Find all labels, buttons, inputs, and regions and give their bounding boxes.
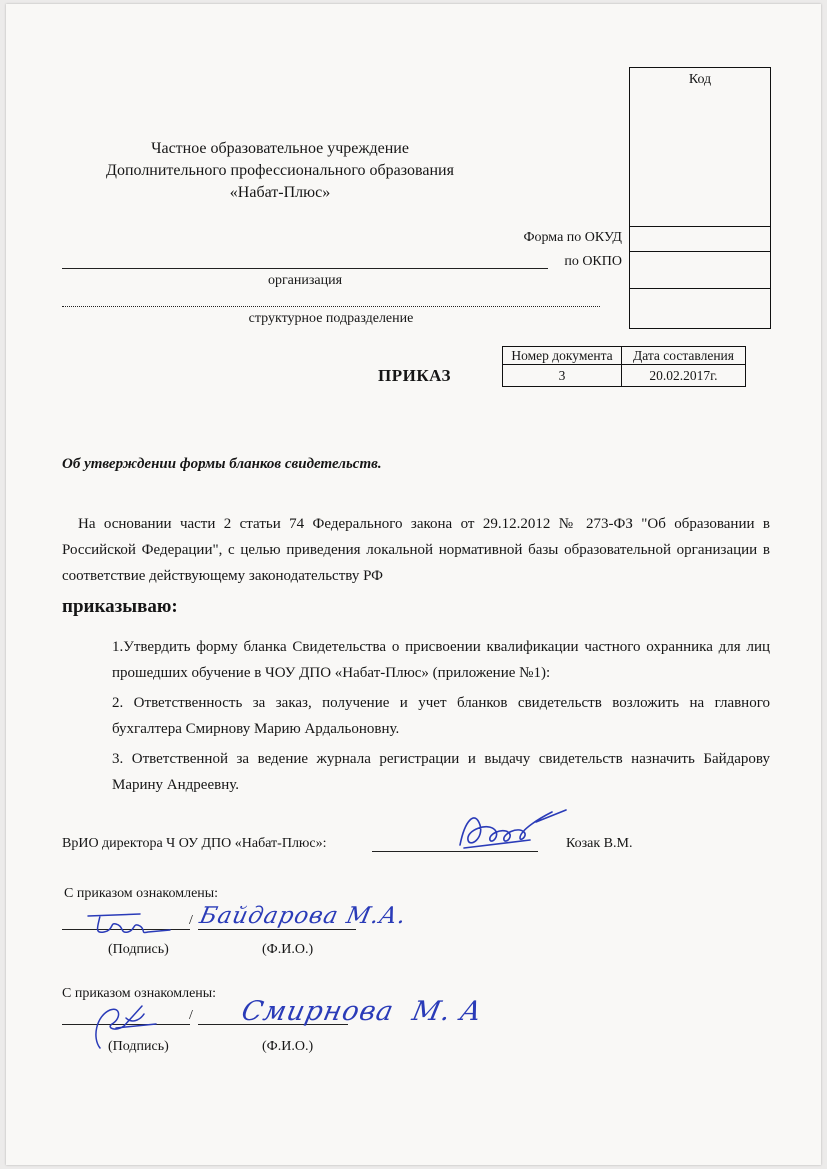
department-caption: структурное подразделение [248, 311, 414, 326]
doc-number-header: Номер документа [503, 347, 622, 365]
doc-date-value: 20.02.2017г. [622, 365, 746, 387]
acquaint1-name-line [198, 929, 356, 930]
code-box-divider [630, 288, 770, 289]
acquaint2-signature [86, 998, 196, 1058]
doc-date-header: Дата составления [622, 347, 746, 365]
department-line [62, 306, 600, 307]
acquaint1-sign-caption: (Подпись) [108, 942, 169, 957]
director-signature [440, 800, 570, 860]
acquaint2-fio-caption: (Ф.И.О.) [262, 1039, 314, 1054]
code-box-divider [630, 226, 770, 227]
organization-line [62, 268, 548, 269]
acquaint2-sign-caption: (Подпись) [108, 1039, 169, 1054]
acquaint1-fio-caption: (Ф.И.О.) [262, 942, 314, 957]
acquaint1-signature [80, 902, 190, 942]
code-box-divider [630, 251, 770, 252]
org-name-block [60, 138, 500, 204]
organization-caption: организация [267, 273, 343, 288]
document-title: ПРИКАЗ [378, 366, 451, 385]
org-line-2: Дополнительного профессионального образования [106, 162, 454, 179]
acquaint2-separator: / [189, 1008, 193, 1023]
director-name: Козак В.М. [566, 836, 633, 851]
acquaint1-separator: / [189, 913, 193, 928]
code-box [629, 67, 771, 329]
document-subject: Об утверждении формы бланков свидетельств. [62, 456, 382, 472]
order-item-1: 1.Утвердить форму бланка Свидетельства о присвоении квалификации частного охранника для лиц прошедших обучение в ЧОУ ДПО «Набат-Плюс» (приложение №1): [112, 639, 770, 681]
acquaint1-handwritten-name: Байдарова М.А. [197, 903, 410, 929]
order-word: приказываю: [62, 596, 178, 617]
order-item-3: 3. Ответственной за ведение журнала регистрации и выдачу свидетельств назначить Байдарову Марину Андреевну. [112, 751, 770, 793]
org-line-3: «Набат-Плюс» [229, 184, 331, 201]
okud-label: Форма по ОКУД [523, 230, 622, 245]
doc-number-value: 3 [503, 365, 622, 387]
document-number-table [502, 346, 746, 387]
order-item-2: 2. Ответственность за заказ, получение и учет бланков свидетельств возложить на главного бухгалтера Смирнову Марию Ардальоновну. [112, 695, 770, 737]
acquaint-label-2: С приказом ознакомлены: [62, 986, 217, 1001]
code-label: Код [688, 72, 712, 87]
acquaint-label-1: С приказом ознакомлены: [64, 886, 219, 901]
preamble-paragraph: На основании части 2 статьи 74 Федерального закона от 29.12.2012 № 273-ФЗ "Об образовании в Российской Федерации", с целью приведения локальной нормативной базы образовательной организации в соответствие действующему законодательству РФ [62, 516, 770, 584]
okpo-label: по ОКПО [564, 254, 622, 269]
director-label: ВрИО директора Ч ОУ ДПО «Набат-Плюс»: [62, 836, 327, 851]
org-line-1: Частное образовательное учреждение [151, 140, 409, 157]
acquaint2-handwritten-name: Смирнова М. А [238, 996, 486, 1027]
